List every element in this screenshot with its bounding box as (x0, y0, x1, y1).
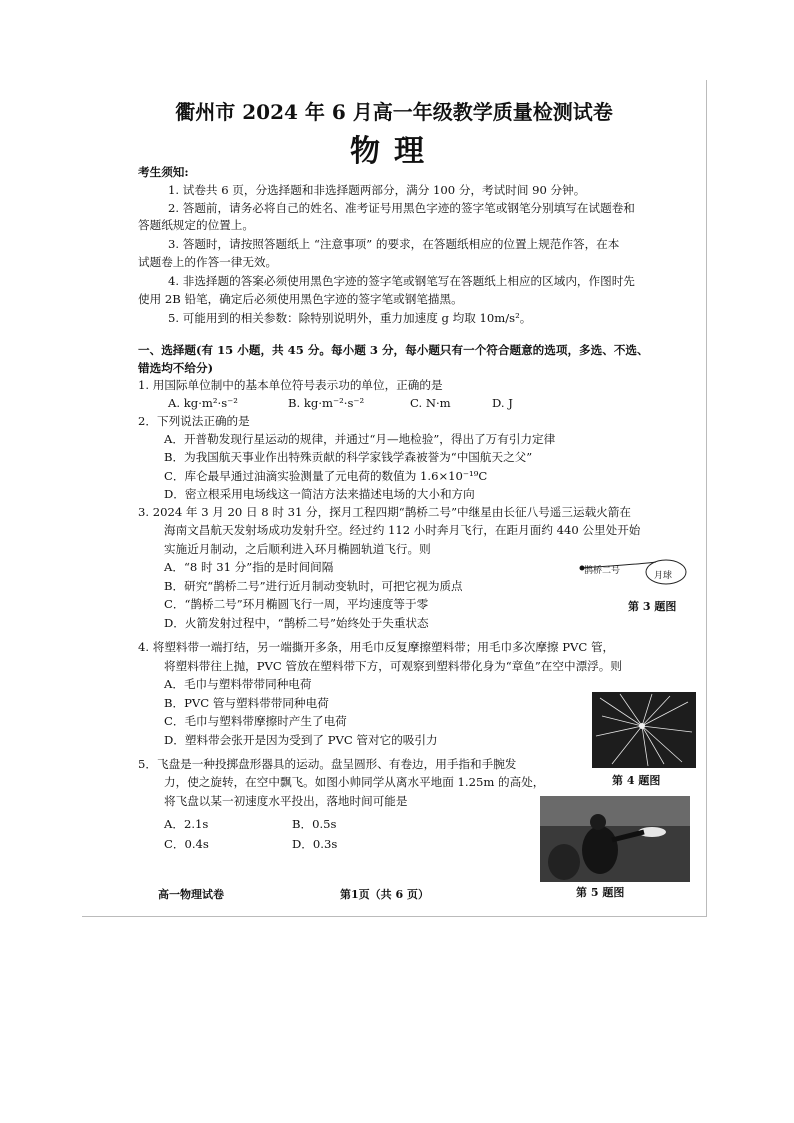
q5-option-c: C．0.4s (164, 837, 209, 851)
q3-stem-1: 3. 2024 年 3 月 20 日 8 时 31 分，探月工程四期“鹊桥二号”中继星由长征八号遥三运载火箭在 (138, 505, 631, 519)
notice-heading: 考生须知: (138, 165, 189, 179)
notice-item-4: 4. 非选择题的答案必须使用黑色字迹的签字笔或钢笔写在答题纸上相应的区域内，作图时先 (168, 274, 635, 288)
notice-item-3-cont: 试题卷上的作答一律无效。 (138, 255, 278, 269)
notice-item-3: 3. 答题时，请按照答题纸上 “注意事项” 的要求，在答题纸相应的位置上规范作答，在本 (168, 237, 620, 251)
q4-option-d: D．塑料带会张开是因为受到了 PVC 管对它的吸引力 (164, 733, 438, 747)
q5-option-d: D．0.3s (292, 837, 338, 851)
q4-option-c: C．毛巾与塑料带摩擦时产生了电荷 (164, 714, 347, 728)
section-1-heading: 一、选择题(有 15 小题，共 45 分。每小题 3 分，每小题只有一个符合题意的选项，多选、不选、 (138, 343, 649, 357)
q2-stem: 2．下列说法正确的是 (138, 414, 250, 428)
q3-option-d: D．火箭发射过程中，“鹊桥二号”始终处于失重状态 (164, 616, 429, 630)
q1-option-d: D. J (492, 396, 513, 410)
q4-stem-1: 4. 将塑料带一端打结，另一端撕开多条，用毛巾反复摩擦塑料带；用毛巾多次摩擦 PVC 管， (138, 640, 615, 654)
q1-option-c: C. N·m (410, 396, 451, 410)
q1-stem: 1. 用国际单位制中的基本单位符号表示功的单位，正确的是 (138, 378, 443, 392)
q4-figure-caption: 第 4 题图 (612, 774, 661, 787)
q2-option-a: A．开普勒发现行星运动的规律，并通过“月—地检验”，得出了万有引力定律 (164, 432, 556, 446)
q5-stem-3: 将飞盘以某一初速度水平投出，落地时间可能是 (164, 794, 408, 808)
q3-option-b: B．研究“鹊桥二号”进行近月制动变轨时，可把它视为质点 (164, 579, 463, 593)
notice-item-2-cont: 答题纸规定的位置上。 (138, 218, 254, 232)
q4-photo-image (592, 692, 696, 768)
q5-option-a: A．2.1s (164, 817, 209, 831)
q3-stem-3: 实施近月制动，之后顺利进入环月椭圆轨道飞行。则 (164, 542, 431, 556)
q3-option-c: C．“鹊桥二号”环月椭圆飞行一周，平均速度等于零 (164, 597, 429, 611)
q5-figure-caption: 第 5 题图 (576, 886, 625, 899)
q1-option-b: B. kg·m⁻²·s⁻² (288, 396, 365, 410)
notice-item-5: 5. 可能用到的相关参数：除特别说明外，重力加速度 g 均取 10m/s²。 (168, 311, 532, 325)
subject-title: 物理 (350, 134, 438, 169)
notice-item-2: 2. 答题前，请务必将自己的姓名、准考证号用黑色字迹的签字笔或钢笔分别填写在试题卷和 (168, 201, 635, 215)
q4-option-b: B．PVC 管与塑料带带同种电荷 (164, 696, 329, 710)
q1-option-a: A. kg·m²·s⁻² (168, 396, 238, 410)
q5-stem-2: 力，使之旋转，在空中飘飞。如图小帅同学从离水平地面 1.25m 的高处， (164, 775, 545, 789)
q3-figure-caption: 第 3 题图 (628, 600, 677, 613)
section-1-heading-cont: 错选均不给分) (138, 361, 214, 375)
q5-stem-1: 5．飞盘是一种投掷盘形器具的运动。盘呈圆形、有卷边，用手指和手腕发 (138, 757, 517, 771)
notice-item-1: 1. 试卷共 6 页，分选择题和非选择题两部分，满分 100 分，考试时间 90 分钟。 (168, 183, 586, 197)
notice-item-4-cont: 使用 2B 铅笔，确定后必须使用黑色字迹的签字笔或钢笔描黑。 (138, 292, 463, 306)
q3-stem-2: 海南文昌航天发射场成功发射升空。经过约 112 小时奔月飞行，在距月面约 440 公里处开始 (164, 523, 641, 537)
q5-option-b: B．0.5s (292, 817, 337, 831)
q5-photo-frisbee (540, 796, 690, 882)
q5-photo-image (540, 796, 690, 882)
q4-stem-2: 将塑料带往上抛，PVC 管放在塑料带下方，可观察到塑料带化身为“章鱼”在空中漂浮。则 (164, 659, 622, 673)
q3-option-a: A．“8 时 31 分”指的是时间间隔 (164, 560, 334, 574)
q2-option-d: D．密立根采用电场线这一简洁方法来描述电场的大小和方向 (164, 487, 475, 501)
exam-page (82, 80, 707, 917)
q3-figure-label-satellite: 鹊桥二号 (584, 566, 621, 576)
footer-exam-name: 高一物理试卷 (158, 888, 224, 901)
q2-option-b: B．为我国航天事业作出特殊贡献的科学家钱学森被誉为“中国航天之父” (164, 450, 533, 464)
q3-figure-label-moon: 月球 (654, 571, 673, 581)
q4-option-a: A．毛巾与塑料带带同种电荷 (164, 677, 312, 691)
q4-photo-plastic-octopus (592, 692, 696, 768)
footer-page-number: 第1页（共 6 页） (340, 888, 429, 901)
exam-title: 衢州市 2024 年 6 月高一年级教学质量检测试卷 (175, 100, 613, 124)
q2-option-c: C．库仑最早通过油滴实验测量了元电荷的数值为 1.6×10⁻¹⁹C (164, 469, 488, 483)
